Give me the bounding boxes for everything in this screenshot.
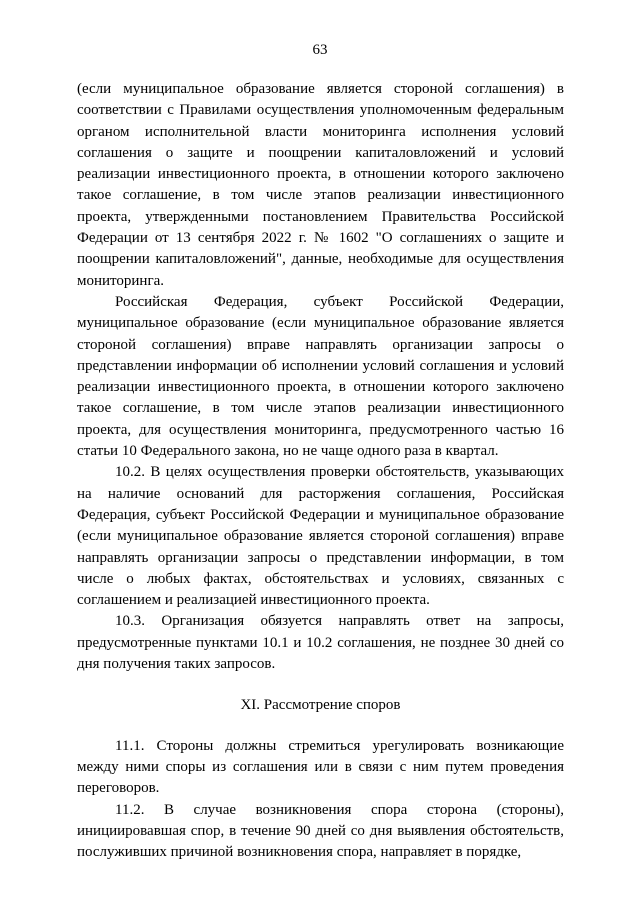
paragraph-11-2: 11.2. В случае возникновения спора сторона (стороны), инициировавшая спор, в течение 90 дней со дня выявления обстоятельств, послуживших причиной возникновения спора, направляет в порядке,	[77, 801, 564, 861]
section-heading: XI. Рассмотрение споров	[240, 697, 401, 714]
paragraph-10-3: 10.3. Организация обязуется направлять ответ на запросы, предусмотренные пунктами 10.1 и 10.2 соглашения, не позднее 30 дней со дня получения таких запросов.	[77, 613, 564, 673]
paragraph-11-1: 11.1. Стороны должны стремиться урегулировать возникающие между ними споры из соглашения или в связи с ним путем проведения переговоров.	[77, 737, 564, 797]
page-number: 63	[312, 42, 328, 58]
document-body	[77, 79, 564, 863]
paragraph-monitoring-requests: Российская Федерация, субъект Российской Федерации, муниципальное образование (если муниципальное образование является стороной соглашения) вправе направлять организации запросы о представлении информации об исполнении условий соглашения и условий реализации инвестиционного проекта, в отношении которого заключено такое соглашение, в том числе этапов реализации инвестиционного проекта, для осуществления мониторинга, предусмотренного частью 16 статьи 10 Федерального закона, но не чаще одного раза в квартал.	[77, 293, 564, 460]
paragraph-continuation: (если муниципальное образование является стороной соглашения) в соответствии с Правилами осуществления уполномоченным федеральным органом исполнительной власти мониторинга исполнения условий соглашения о защите и поощрении капиталовложений и условий реализации инвестиционного проекта, в отношении которого заключено такое соглашение, в том числе этапов реализации инвестиционного проекта, утвержденными постановлением Правительства Российской Федерации от 13 сентября 2022 г. № 1602 "О соглашениях о защите и поощрении капиталовложений", данные, необходимые для осуществления мониторинга.	[77, 81, 564, 289]
paragraph-10-2: 10.2. В целях осуществления проверки обстоятельств, указывающих на наличие оснований для расторжения соглашения, Российская Федерация, субъект Российской Федерации и муниципальное образование (если муниципальное образование является стороной соглашения) вправе направлять организации запросы о представлении информации, в том числе о любых фактах, обстоятельствах и условиях, связанных с соглашением и реализацией инвестиционного проекта.	[77, 464, 564, 609]
